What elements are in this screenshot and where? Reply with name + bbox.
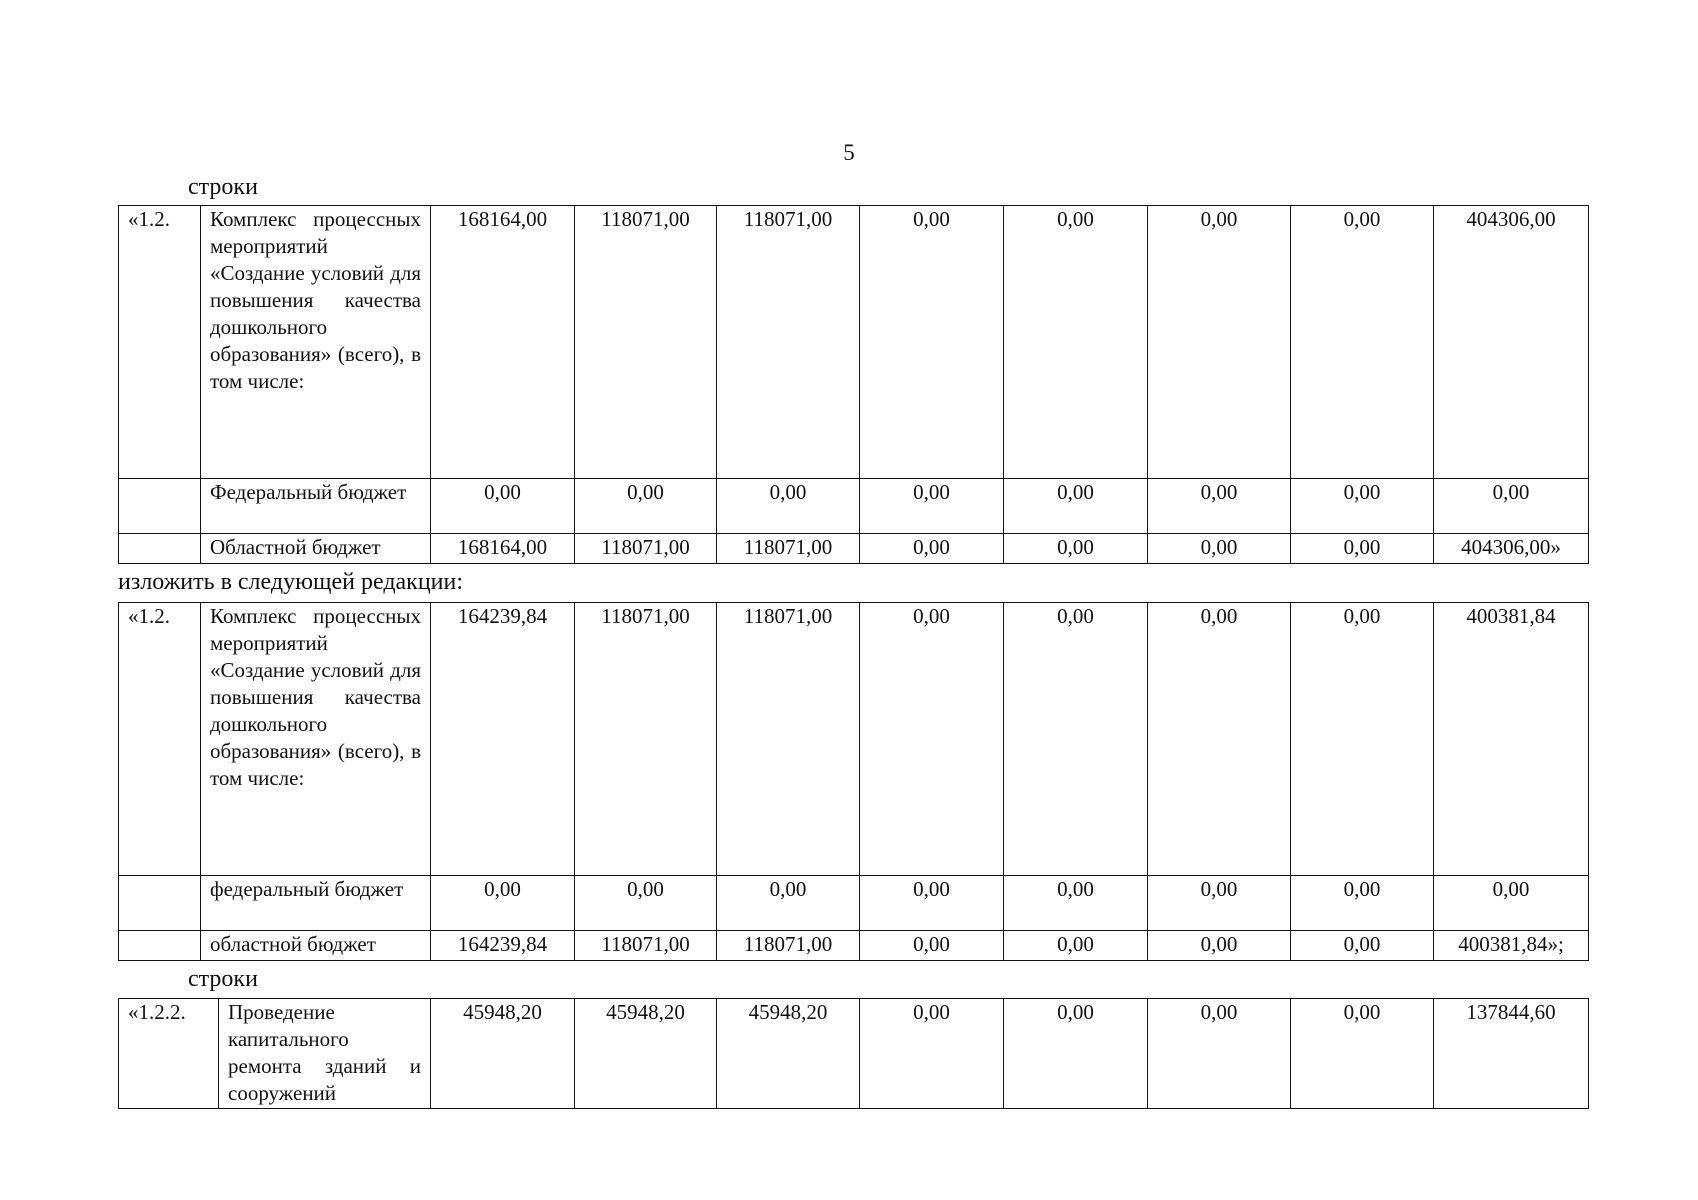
- value-cell: 164239,84: [431, 603, 575, 876]
- table-row: [119, 876, 1589, 931]
- value-cell: 118071,00: [717, 206, 860, 479]
- total-cell: 404306,00: [1434, 206, 1589, 479]
- table-row: [119, 479, 1589, 534]
- value-cell: 0,00: [1291, 931, 1434, 961]
- budget-table-capital-repair: [118, 998, 1589, 1109]
- value-cell: 168164,00: [431, 206, 575, 479]
- value-cell: 0,00: [1291, 206, 1434, 479]
- value-cell: 0,00: [1148, 534, 1291, 564]
- value-cell: 0,00: [1148, 999, 1291, 1109]
- table-row: [119, 999, 1589, 1109]
- row-code: [119, 479, 201, 534]
- value-cell: 0,00: [717, 479, 860, 534]
- row-code: «1.2.: [119, 206, 201, 479]
- value-cell: 118071,00: [575, 603, 717, 876]
- value-cell: 0,00: [1148, 603, 1291, 876]
- value-cell: 164239,84: [431, 931, 575, 961]
- total-cell: 137844,60: [1434, 999, 1589, 1109]
- value-cell: 0,00: [1004, 931, 1148, 961]
- value-cell: 0,00: [1004, 999, 1148, 1109]
- row-name-text: Комплекс процессных мероприятий «Создание условий для повышения качества дошкольного образования» (всего), в том числе:: [210, 207, 421, 393]
- value-cell: 0,00: [860, 999, 1004, 1109]
- row-code: «1.2.2.: [119, 999, 219, 1109]
- value-cell: 0,00: [1004, 603, 1148, 876]
- value-cell: 0,00: [575, 479, 717, 534]
- value-cell: 118071,00: [717, 603, 860, 876]
- value-cell: 0,00: [1148, 931, 1291, 961]
- value-cell: 0,00: [717, 876, 860, 931]
- value-cell: 0,00: [1291, 479, 1434, 534]
- total-cell: 400381,84: [1434, 603, 1589, 876]
- row-name-text: Комплекс процессных мероприятий «Создание условий для повышения качества дошкольного образования» (всего), в том числе:: [210, 604, 421, 790]
- total-cell: 0,00: [1434, 876, 1589, 931]
- value-cell: 0,00: [431, 479, 575, 534]
- row-code: [119, 931, 201, 961]
- total-cell: 404306,00»: [1434, 534, 1589, 564]
- value-cell: 0,00: [1291, 876, 1434, 931]
- row-name: Проведение капитального ремонта зданий и сооружений: [219, 999, 431, 1109]
- value-cell: 0,00: [1291, 603, 1434, 876]
- value-cell: 118071,00: [575, 931, 717, 961]
- total-cell: 0,00: [1434, 479, 1589, 534]
- row-name: [201, 206, 431, 479]
- total-cell: 400381,84»;: [1434, 931, 1589, 961]
- value-cell: 45948,20: [717, 999, 860, 1109]
- row-name: федеральный бюджет: [201, 876, 431, 931]
- section-label-rows-2: строки: [188, 966, 258, 992]
- row-name: Федеральный бюджет: [201, 479, 431, 534]
- value-cell: 118071,00: [717, 931, 860, 961]
- table-row: [119, 931, 1589, 961]
- value-cell: 0,00: [860, 931, 1004, 961]
- table-row: [119, 206, 1589, 479]
- value-cell: 45948,20: [431, 999, 575, 1109]
- budget-table-original: [118, 205, 1589, 564]
- value-cell: 0,00: [860, 876, 1004, 931]
- value-cell: 118071,00: [717, 534, 860, 564]
- page-number: 5: [843, 140, 855, 165]
- value-cell: 0,00: [860, 206, 1004, 479]
- value-cell: 0,00: [1004, 876, 1148, 931]
- value-cell: 0,00: [1148, 206, 1291, 479]
- section-label-rows-1: строки: [188, 174, 258, 200]
- budget-table-new-edition: [118, 602, 1589, 961]
- value-cell: 0,00: [1004, 206, 1148, 479]
- table-row: [119, 534, 1589, 564]
- value-cell: 0,00: [1148, 479, 1291, 534]
- value-cell: 168164,00: [431, 534, 575, 564]
- row-name: [201, 603, 431, 876]
- row-name: областной бюджет: [201, 931, 431, 961]
- table-row: [119, 603, 1589, 876]
- row-code: [119, 876, 201, 931]
- value-cell: 0,00: [431, 876, 575, 931]
- value-cell: 118071,00: [575, 206, 717, 479]
- value-cell: 0,00: [1004, 479, 1148, 534]
- value-cell: 0,00: [1291, 999, 1434, 1109]
- value-cell: 0,00: [860, 603, 1004, 876]
- row-name: Областной бюджет: [201, 534, 431, 564]
- value-cell: 0,00: [575, 876, 717, 931]
- value-cell: 0,00: [1291, 534, 1434, 564]
- value-cell: 118071,00: [575, 534, 717, 564]
- value-cell: 45948,20: [575, 999, 717, 1109]
- row-code: [119, 534, 201, 564]
- value-cell: 0,00: [1148, 876, 1291, 931]
- value-cell: 0,00: [1004, 534, 1148, 564]
- section-label-new-edition: изложить в следующей редакции:: [118, 569, 464, 595]
- row-code: «1.2.: [119, 603, 201, 876]
- value-cell: 0,00: [860, 479, 1004, 534]
- value-cell: 0,00: [860, 534, 1004, 564]
